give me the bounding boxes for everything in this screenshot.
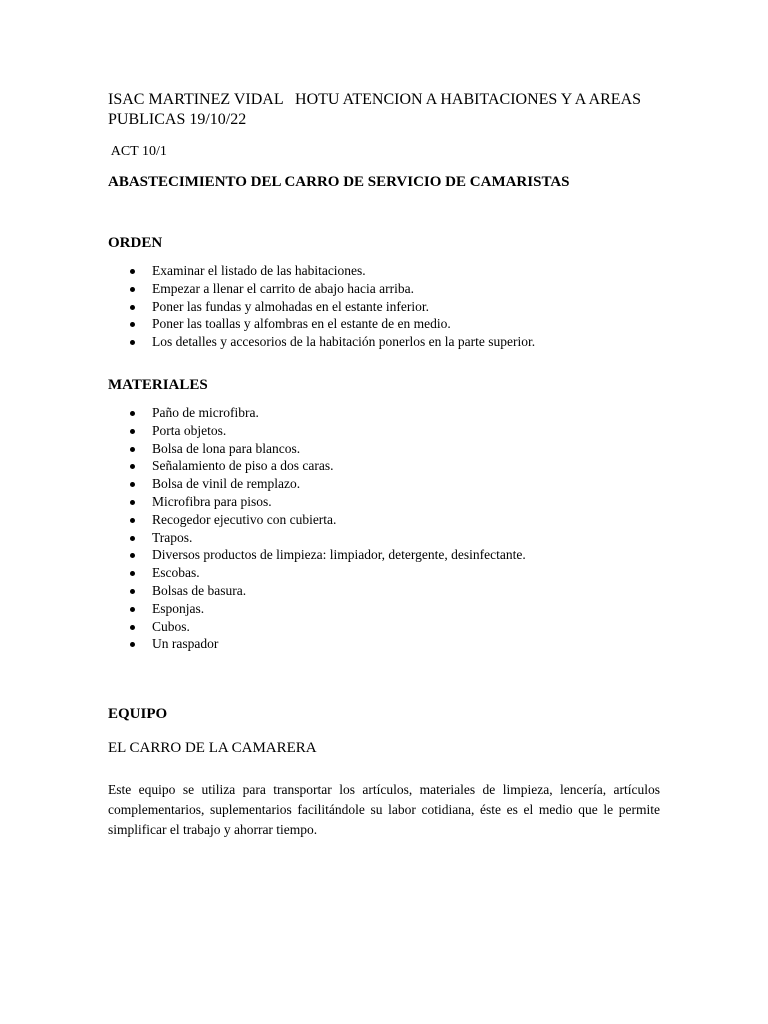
bullet-icon	[130, 625, 135, 630]
list-item	[108, 333, 660, 351]
list-item	[108, 493, 660, 511]
bullet-icon	[130, 447, 135, 452]
bullet-icon	[130, 500, 135, 505]
header-line-2: PUBLICAS 19/10/22	[108, 111, 247, 128]
bullet-icon	[130, 553, 135, 558]
list-item	[108, 315, 660, 333]
materiales-heading: MATERIALES	[108, 376, 208, 393]
list-item	[108, 582, 660, 600]
list-item-text: Bolsa de vinil de remplazo.	[152, 476, 301, 492]
list-item	[108, 511, 660, 529]
list-item-text: Los detalles y accesorios de la habitación ponerlos en la parte superior.	[152, 334, 536, 350]
list-item	[108, 564, 660, 582]
list-item	[108, 298, 660, 316]
list-item-text: Cubos.	[152, 618, 190, 634]
bullet-icon	[130, 464, 135, 469]
list-item-text: Escobas.	[152, 565, 200, 581]
document-page	[108, 90, 660, 840]
list-item-text: Bolsas de basura.	[152, 582, 247, 598]
bullet-icon	[130, 322, 135, 327]
list-item-text: Empezar a llenar el carrito de abajo hacia arriba.	[152, 280, 414, 296]
equipo-subheading: EL CARRO DE LA CAMARERA	[108, 740, 317, 757]
list-item-text: Recogedor ejecutivo con cubierta.	[152, 511, 337, 527]
list-item	[108, 529, 660, 547]
list-item-text: Microfibra para pisos.	[152, 493, 272, 509]
bullet-icon	[130, 536, 135, 541]
bullet-icon	[130, 411, 135, 416]
bullet-icon	[130, 607, 135, 612]
list-item	[108, 635, 660, 653]
list-item	[108, 440, 660, 458]
list-item	[108, 457, 660, 475]
list-item-text: Bolsa de lona para blancos.	[152, 440, 301, 456]
bullet-icon	[130, 589, 135, 594]
list-item-text: Poner las fundas y almohadas en el estante inferior.	[152, 298, 430, 314]
list-item-text: Poner las toallas y alfombras en el estante de en medio.	[152, 316, 451, 332]
list-item-text: Examinar el listado de las habitaciones.	[152, 263, 366, 278]
list-item-text: Paño de microfibra.	[152, 404, 259, 420]
header-line-1: ISAC MARTINEZ VIDAL HOTU ATENCION A HABITACIONES Y A AREAS	[108, 91, 642, 108]
list-item	[108, 600, 660, 618]
list-item	[108, 422, 660, 440]
list-item-text: Diversos productos de limpieza: limpiador, detergente, desinfectante.	[152, 547, 526, 563]
document-title: ABASTECIMIENTO DEL CARRO DE SERVICIO DE CAMARISTAS	[108, 174, 570, 190]
bullet-icon	[130, 305, 135, 310]
list-item-text: Señalamiento de piso a dos caras.	[152, 458, 334, 474]
document-header	[108, 90, 660, 130]
bullet-icon	[130, 482, 135, 487]
bullet-icon	[130, 518, 135, 523]
list-item	[108, 404, 660, 422]
activity-label: ACT 10/1	[108, 144, 167, 159]
list-item-text: Trapos.	[152, 529, 193, 545]
bullet-icon	[130, 571, 135, 576]
equipo-paragraph: Este equipo se utiliza para transportar los artículos, materiales de limpieza, lencería, artículos complementarios, suplementarios facilitándole su labor cotidiana, éste es el medio que le permite simplificar el trabajo y ahorrar tiempo.	[108, 782, 660, 838]
materiales-list	[108, 404, 660, 653]
list-item-text: Un raspador	[152, 636, 219, 652]
orden-heading: ORDEN	[108, 235, 163, 251]
list-item	[108, 262, 660, 280]
list-item	[108, 475, 660, 493]
bullet-icon	[130, 642, 135, 647]
bullet-icon	[130, 429, 135, 434]
list-item-text: Porta objetos.	[152, 422, 227, 438]
bullet-icon	[130, 287, 135, 292]
list-item	[108, 546, 660, 564]
equipo-heading: EQUIPO	[108, 706, 168, 723]
bullet-icon	[130, 269, 135, 274]
list-item	[108, 618, 660, 636]
orden-list	[108, 262, 660, 351]
bullet-icon	[130, 340, 135, 345]
list-item	[108, 280, 660, 298]
list-item-text: Esponjas.	[152, 600, 205, 616]
